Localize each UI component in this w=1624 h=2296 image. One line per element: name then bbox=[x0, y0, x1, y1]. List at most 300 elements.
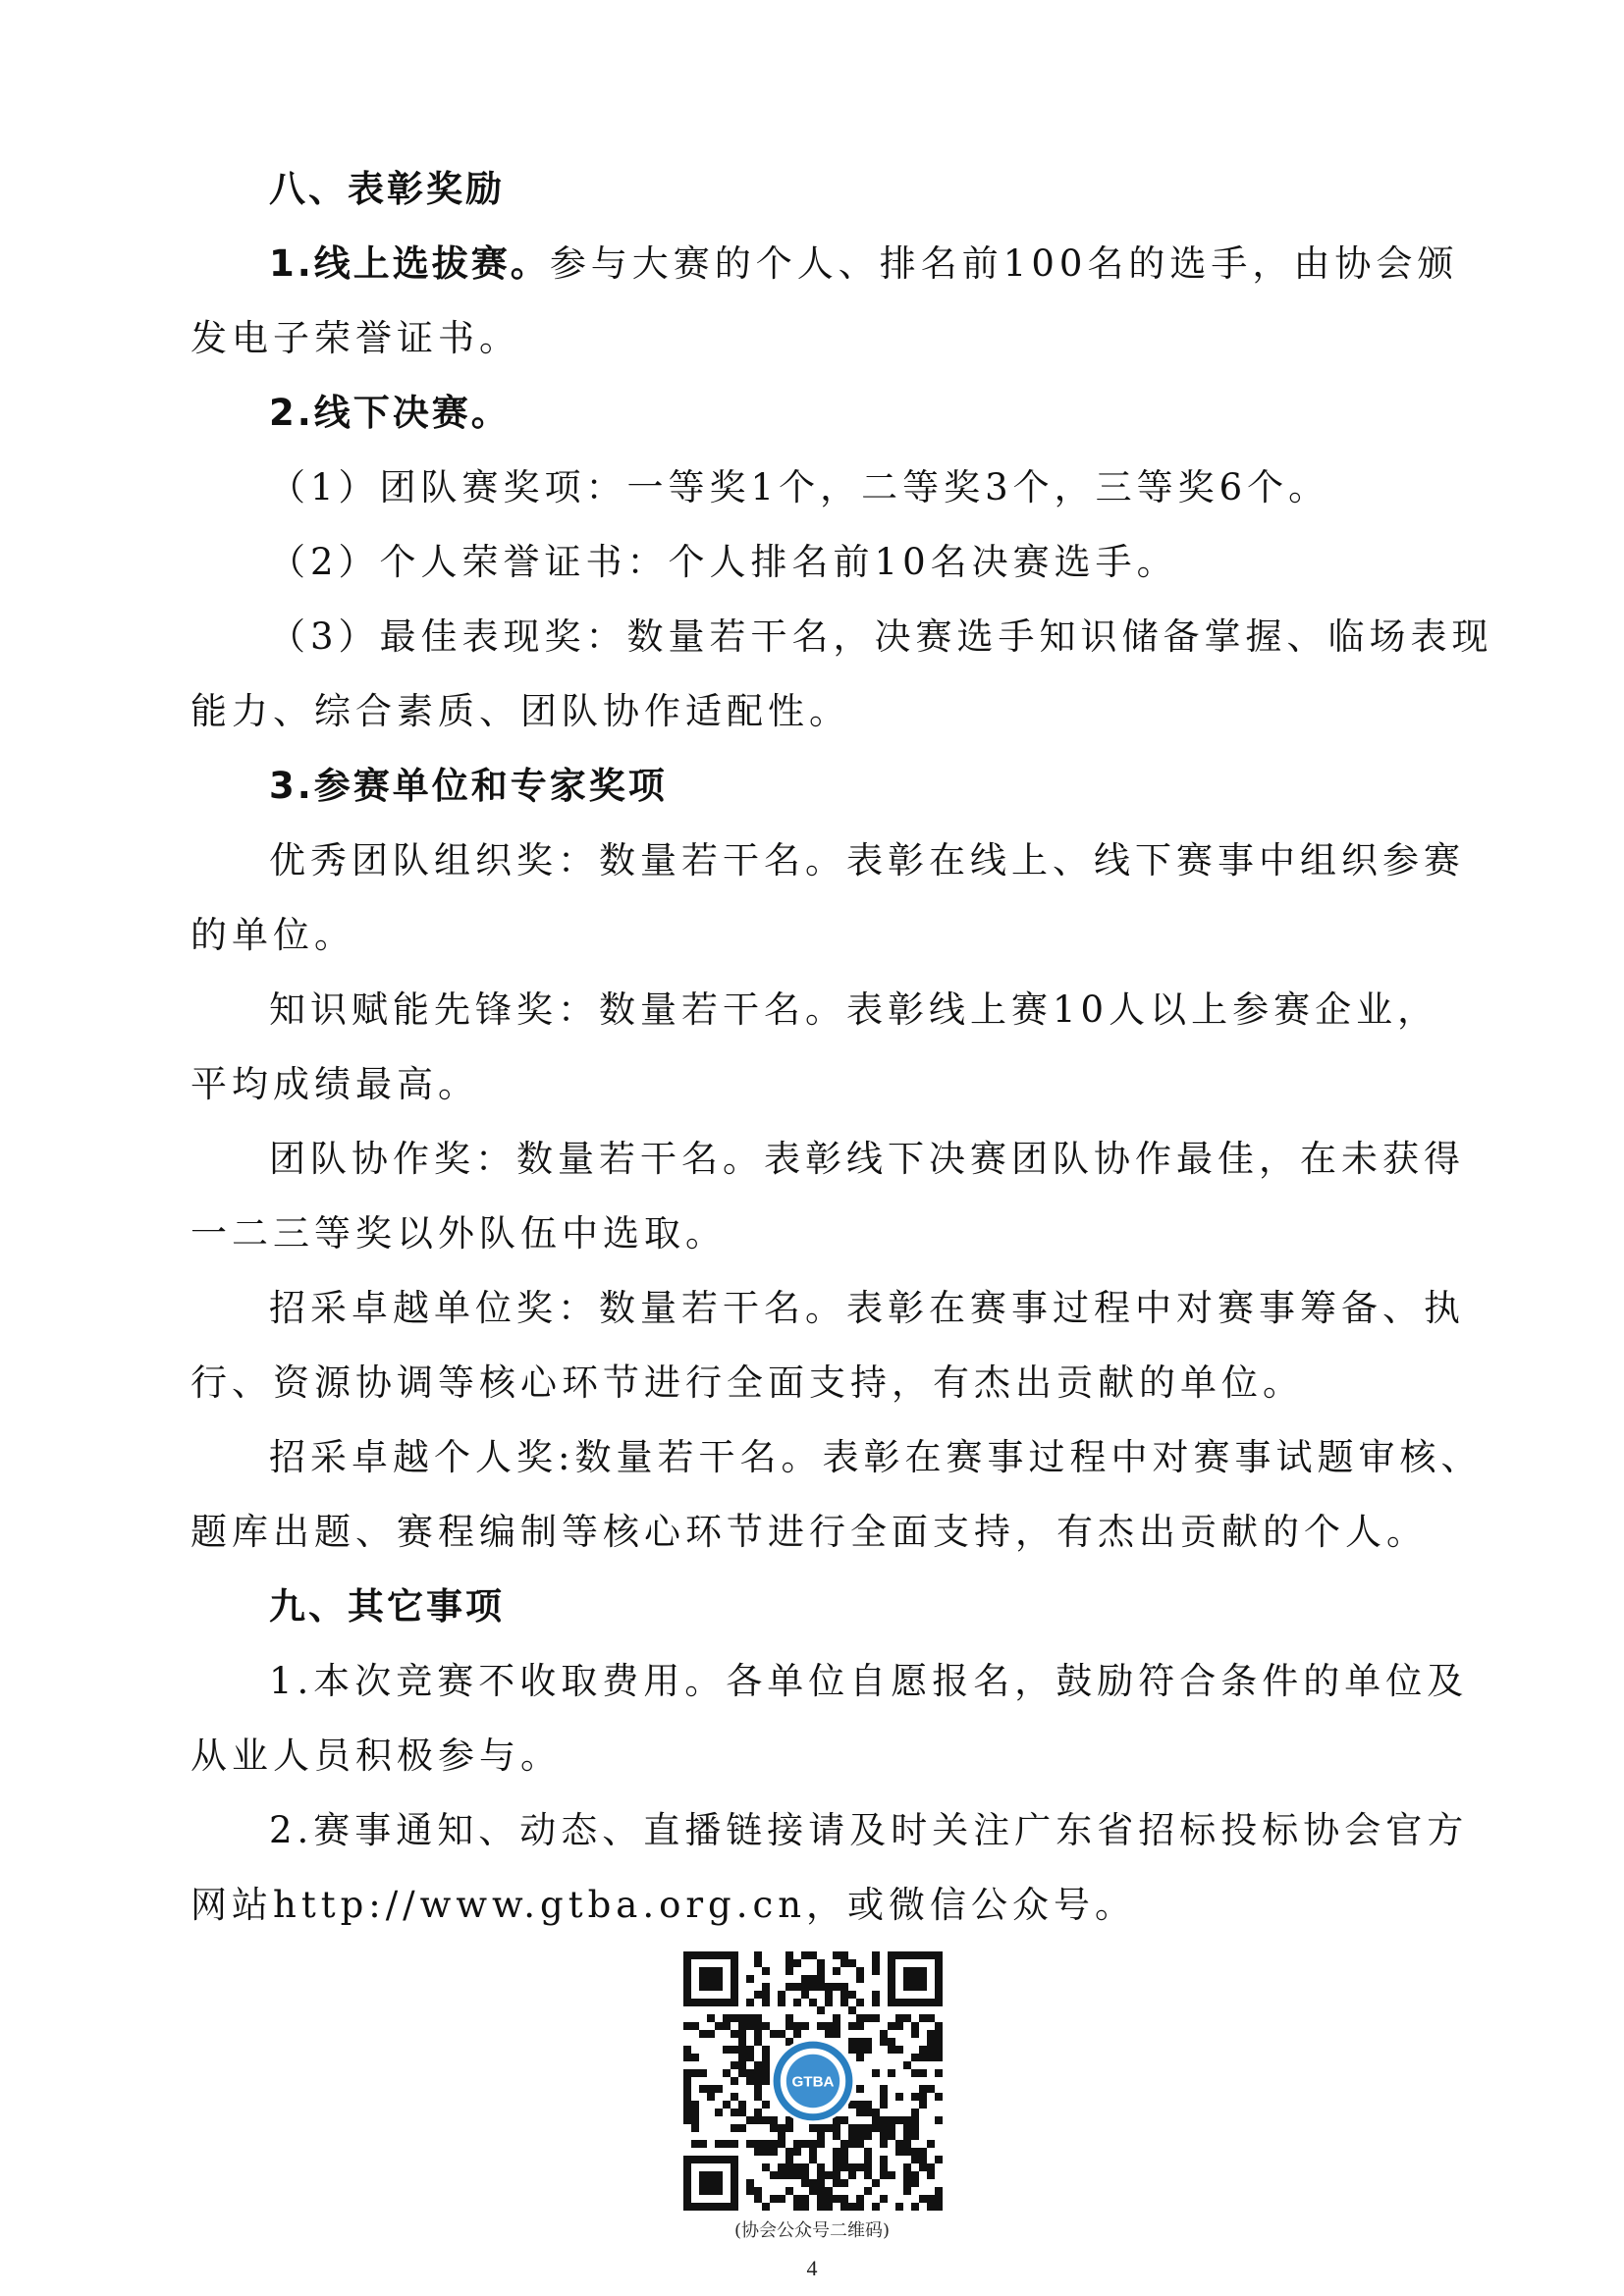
qr-module bbox=[691, 2022, 699, 2030]
qr-module bbox=[691, 2054, 699, 2061]
qr-module bbox=[809, 2148, 817, 2156]
misc-item1: 1.本次竞赛不收取费用。各单位自愿报名，鼓励符合条件的单位及 bbox=[269, 1660, 1469, 1702]
qr-module bbox=[793, 2022, 801, 2030]
qr-module bbox=[723, 2140, 731, 2148]
qr-module bbox=[738, 2022, 746, 2030]
qr-module bbox=[833, 2179, 840, 2187]
qr-module bbox=[848, 2006, 856, 2014]
award-pioneer-cont: 平均成绩最高。 bbox=[190, 1063, 479, 1105]
qr-module bbox=[840, 2179, 848, 2187]
qr-module bbox=[683, 2085, 691, 2093]
qr-module bbox=[809, 2156, 817, 2163]
qr-module bbox=[746, 2022, 754, 2030]
qr-module bbox=[715, 2109, 723, 2116]
qr-module bbox=[817, 1967, 825, 1975]
qr-module bbox=[738, 2061, 746, 2069]
qr-module bbox=[927, 2085, 935, 2093]
misc-item1-cont: 从业人员积极参与。 bbox=[190, 1735, 562, 1777]
qr-module bbox=[817, 2124, 825, 2132]
qr-module bbox=[778, 2124, 785, 2132]
qr-module bbox=[927, 2140, 935, 2148]
qr-module bbox=[919, 2093, 927, 2101]
qr-module bbox=[738, 2030, 746, 2038]
misc-item2: 2.赛事通知、动态、直播链接请及时关注广东省招标投标协会官方 bbox=[269, 1809, 1469, 1851]
qr-module bbox=[683, 2109, 691, 2116]
qr-module bbox=[809, 1983, 817, 1991]
qr-module bbox=[731, 2030, 738, 2038]
qr-module bbox=[919, 2148, 927, 2156]
qr-module bbox=[762, 1991, 770, 1999]
qr-module bbox=[903, 2061, 911, 2069]
qr-module bbox=[707, 2085, 715, 2093]
qr-module bbox=[754, 2148, 762, 2156]
qr-module bbox=[778, 2132, 785, 2140]
qr-module bbox=[833, 2195, 840, 2203]
qr-module bbox=[778, 2140, 785, 2148]
qr-module bbox=[872, 2069, 880, 2077]
qr-module bbox=[864, 2109, 872, 2116]
qr-module bbox=[817, 2140, 825, 2148]
qr-module bbox=[895, 2148, 903, 2156]
qr-module bbox=[754, 2030, 762, 2038]
qr-module bbox=[785, 1959, 793, 1967]
qr-module bbox=[715, 2140, 723, 2148]
qr-module bbox=[927, 2054, 935, 2061]
qr-module bbox=[927, 2014, 935, 2022]
qr-module bbox=[801, 1991, 809, 1999]
qr-module bbox=[793, 1959, 801, 1967]
qr-module bbox=[903, 2124, 911, 2132]
qr-module bbox=[840, 1951, 848, 1959]
qr-module bbox=[895, 2093, 903, 2101]
qr-module bbox=[911, 2022, 919, 2030]
qr-module bbox=[927, 2163, 935, 2171]
qr-module bbox=[833, 2163, 840, 2171]
qr-module bbox=[840, 2148, 848, 2156]
qr-module bbox=[762, 2046, 770, 2054]
qr-module bbox=[833, 2171, 840, 2179]
qr-module bbox=[919, 2014, 927, 2022]
qr-module bbox=[864, 2132, 872, 2140]
qr-module bbox=[919, 2156, 927, 2163]
qr-module bbox=[707, 2030, 715, 2038]
qr-module bbox=[785, 2148, 793, 2156]
qr-module bbox=[872, 2116, 880, 2124]
qr-module bbox=[856, 2132, 864, 2140]
item2-heading: 2.线下决赛。 bbox=[269, 392, 511, 434]
qr-module bbox=[683, 2054, 691, 2061]
qr-module bbox=[864, 2163, 872, 2171]
award-teamwork-cont: 一二三等奖以外队伍中选取。 bbox=[190, 1212, 727, 1255]
qr-module bbox=[911, 2148, 919, 2156]
qr-module bbox=[762, 2140, 770, 2148]
qr-module bbox=[903, 2179, 911, 2187]
misc-item2-cont: 网站http://www.gtba.org.cn，或微信公众号。 bbox=[190, 1884, 1137, 1926]
qr-module bbox=[903, 2163, 911, 2171]
qr-module bbox=[691, 2140, 699, 2148]
qr-module bbox=[833, 1951, 840, 1959]
qr-module bbox=[715, 2022, 723, 2030]
qr-module bbox=[683, 2046, 691, 2054]
item2-3: （3）最佳表现奖：数量若干名，决赛选手知识储备掌握、临场表现 bbox=[269, 615, 1493, 658]
qr-module bbox=[903, 2187, 911, 2195]
qr-module bbox=[825, 2203, 833, 2211]
qr-module bbox=[691, 2069, 699, 2077]
item2-1: （1）团队赛奖项：一等奖1个，二等奖3个，三等奖6个。 bbox=[269, 466, 1330, 508]
qr-module bbox=[848, 1959, 856, 1967]
qr-module bbox=[731, 2077, 738, 2085]
qr-module bbox=[801, 2195, 809, 2203]
qr-module bbox=[723, 2046, 731, 2054]
qr-module bbox=[825, 1999, 833, 2006]
qr-module bbox=[723, 2069, 731, 2077]
qr-module bbox=[888, 2124, 895, 2132]
qr-module bbox=[880, 2132, 888, 2140]
qr-module bbox=[754, 1951, 762, 1959]
qr-module bbox=[825, 2195, 833, 2203]
qr-module bbox=[927, 2171, 935, 2179]
qr-module bbox=[809, 2140, 817, 2148]
qr-module bbox=[762, 2163, 770, 2171]
qr-module bbox=[935, 2046, 943, 2054]
qr-module bbox=[833, 2156, 840, 2163]
qr-module bbox=[856, 2101, 864, 2109]
qr-module bbox=[856, 2038, 864, 2046]
qr-module bbox=[864, 2101, 872, 2109]
qr-module bbox=[911, 2124, 919, 2132]
qr-module bbox=[856, 2022, 864, 2030]
qr-module bbox=[888, 2046, 895, 2054]
qr-module bbox=[762, 2054, 770, 2061]
qr-module bbox=[856, 2124, 864, 2132]
qr-module bbox=[911, 2054, 919, 2061]
qr-module bbox=[880, 2140, 888, 2148]
qr-module bbox=[801, 2022, 809, 2030]
section9-heading: 九、其它事项 bbox=[269, 1585, 505, 1628]
qr-module bbox=[856, 1975, 864, 1983]
qr-module bbox=[872, 1991, 880, 1999]
qr-module bbox=[927, 2203, 935, 2211]
qr-module bbox=[840, 2203, 848, 2211]
qr-module bbox=[809, 1999, 817, 2006]
qr-module bbox=[738, 2109, 746, 2116]
qr-module bbox=[770, 2195, 778, 2203]
qr-module bbox=[793, 1983, 801, 1991]
qr-module bbox=[911, 2109, 919, 2116]
qr-module bbox=[731, 2093, 738, 2101]
award-pioneer: 知识赋能先锋奖：数量若干名。表彰线上赛10人以上参赛企业， bbox=[269, 988, 1439, 1031]
qr-module bbox=[935, 2195, 943, 2203]
qr-module bbox=[793, 2030, 801, 2038]
qr-module bbox=[911, 2069, 919, 2077]
qr-module bbox=[738, 2124, 746, 2132]
qr-module bbox=[856, 2085, 864, 2093]
qr-module bbox=[738, 2038, 746, 2046]
qr-module bbox=[833, 2022, 840, 2030]
qr-module bbox=[927, 2038, 935, 2046]
qr-module bbox=[825, 2187, 833, 2195]
qr-module bbox=[746, 2014, 754, 2022]
qr-module bbox=[935, 2054, 943, 2061]
qr-module bbox=[778, 1991, 785, 1999]
qr-caption: (协会公众号二维码) bbox=[733, 2220, 891, 2241]
qr-module bbox=[872, 1959, 880, 1967]
qr-module bbox=[895, 2046, 903, 2054]
qr-module bbox=[762, 2116, 770, 2124]
qr-module bbox=[801, 2179, 809, 2187]
award-individual: 招采卓越个人奖:数量若干名。表彰在赛事过程中对赛事试题审核、 bbox=[269, 1436, 1483, 1478]
qr-module bbox=[880, 2030, 888, 2038]
item1-line bbox=[269, 240, 1457, 289]
qr-module bbox=[856, 1999, 864, 2006]
qr-module bbox=[864, 2046, 872, 2054]
qr-module bbox=[785, 1967, 793, 1975]
qr-module bbox=[919, 2069, 927, 2077]
qr-module bbox=[754, 2069, 762, 2077]
qr-module bbox=[864, 2124, 872, 2132]
qr-module bbox=[817, 2006, 825, 2014]
qr-module bbox=[683, 2077, 691, 2085]
qr-module bbox=[856, 2163, 864, 2171]
qr-module bbox=[911, 2179, 919, 2187]
qr-module bbox=[683, 2116, 691, 2124]
qr-module bbox=[888, 2022, 895, 2030]
qr-module bbox=[801, 2140, 809, 2148]
qr-module bbox=[848, 2171, 856, 2179]
qr-module bbox=[840, 2163, 848, 2171]
qr-module bbox=[895, 2022, 903, 2030]
qr-module bbox=[919, 2163, 927, 2171]
qr-module bbox=[840, 1999, 848, 2006]
qr-module bbox=[770, 2124, 778, 2132]
award-unit: 招采卓越单位奖：数量若干名。表彰在赛事过程中对赛事筹备、执 bbox=[269, 1287, 1465, 1329]
qr-module bbox=[903, 2140, 911, 2148]
qr-module bbox=[746, 2077, 754, 2085]
qr-module bbox=[888, 2132, 895, 2140]
qr-module bbox=[825, 2030, 833, 2038]
page-number: 4 bbox=[806, 2256, 818, 2280]
qr-module bbox=[911, 2093, 919, 2101]
qr-module bbox=[754, 2077, 762, 2085]
qr-module bbox=[683, 2069, 691, 2077]
qr-module bbox=[872, 1951, 880, 1959]
qr-module bbox=[731, 2046, 738, 2054]
qr-module bbox=[778, 2030, 785, 2038]
qr-module bbox=[895, 2014, 903, 2022]
qr-module bbox=[817, 2187, 825, 2195]
qr-module bbox=[880, 2038, 888, 2046]
qr-module bbox=[699, 2085, 707, 2093]
qr-module bbox=[754, 2109, 762, 2116]
qr-module bbox=[731, 2109, 738, 2116]
qr-module bbox=[770, 2116, 778, 2124]
qr-module bbox=[762, 2077, 770, 2085]
qr-module bbox=[872, 2109, 880, 2116]
qr-module bbox=[801, 2203, 809, 2211]
qr-module bbox=[785, 2022, 793, 2030]
qr-module bbox=[785, 2163, 793, 2171]
qr-module bbox=[848, 2203, 856, 2211]
qr-module bbox=[935, 2030, 943, 2038]
qr-module bbox=[731, 2140, 738, 2148]
qr-module bbox=[762, 2148, 770, 2156]
qr-module bbox=[801, 2171, 809, 2179]
item1-text-cont: 发电子荣誉证书。 bbox=[190, 317, 520, 359]
qr-module bbox=[793, 2171, 801, 2179]
qr-module bbox=[911, 2030, 919, 2038]
qr-module bbox=[731, 2061, 738, 2069]
qr-module bbox=[880, 2116, 888, 2124]
qr-module bbox=[927, 2195, 935, 2203]
qr-module bbox=[848, 2038, 856, 2046]
qr-module bbox=[833, 2124, 840, 2132]
award-unit-cont: 行、资源协调等核心环节进行全面支持，有杰出贡献的单位。 bbox=[190, 1362, 1304, 1404]
qr-module bbox=[754, 2116, 762, 2124]
qr-module bbox=[888, 2116, 895, 2124]
qr-module bbox=[888, 2069, 895, 2077]
qr-module bbox=[785, 2124, 793, 2132]
award-team-org-cont: 的单位。 bbox=[190, 914, 355, 956]
qr-module bbox=[770, 2140, 778, 2148]
qr-module bbox=[872, 2124, 880, 2132]
qr-module bbox=[691, 2116, 699, 2124]
qr-module bbox=[856, 1967, 864, 1975]
qr-module bbox=[872, 2014, 880, 2022]
qr-module bbox=[809, 1951, 817, 1959]
section8-heading: 八、表彰奖励 bbox=[269, 168, 505, 210]
qr-module bbox=[919, 2054, 927, 2061]
qr-module bbox=[754, 2140, 762, 2148]
qr-module bbox=[746, 2179, 754, 2187]
qr-module bbox=[785, 2014, 793, 2022]
qr-module bbox=[762, 1983, 770, 1991]
qr-module bbox=[754, 2061, 762, 2069]
qr-module bbox=[833, 2030, 840, 2038]
qr-module bbox=[754, 2022, 762, 2030]
qr-module bbox=[864, 2187, 872, 2195]
qr-module bbox=[903, 2014, 911, 2022]
qr-module bbox=[919, 2085, 927, 2093]
qr-module bbox=[911, 2132, 919, 2140]
qr-module bbox=[754, 2085, 762, 2093]
qr-module bbox=[848, 1991, 856, 1999]
qr-module bbox=[691, 2109, 699, 2116]
qr-module bbox=[770, 2030, 778, 2038]
item1-text: 参与大赛的个人、排名前100名的选手，由协会颁 bbox=[549, 242, 1459, 285]
qr-module bbox=[864, 2148, 872, 2156]
qr-module bbox=[872, 2203, 880, 2211]
qr-module bbox=[754, 2038, 762, 2046]
qr-module bbox=[927, 2046, 935, 2054]
qr-module bbox=[801, 1975, 809, 1983]
qr-module bbox=[793, 2140, 801, 2148]
qr-module bbox=[809, 1975, 817, 1983]
qr-module bbox=[840, 2156, 848, 2163]
qr-module bbox=[770, 2148, 778, 2156]
qr-module bbox=[762, 2203, 770, 2211]
qr-module bbox=[683, 2093, 691, 2101]
qr-module bbox=[762, 2101, 770, 2109]
qr-module bbox=[833, 1967, 840, 1975]
qr-module bbox=[817, 2171, 825, 2179]
qr-module bbox=[817, 1983, 825, 1991]
qr-module bbox=[911, 2171, 919, 2179]
qr-module bbox=[754, 1991, 762, 1999]
item3-heading: 3.参赛单位和专家奖项 bbox=[269, 765, 668, 807]
qr-module bbox=[707, 2014, 715, 2022]
qr-module bbox=[793, 2195, 801, 2203]
qr-module bbox=[762, 2061, 770, 2069]
qr-module bbox=[919, 2101, 927, 2109]
qr-module bbox=[935, 2187, 943, 2195]
qr-module bbox=[778, 1999, 785, 2006]
qr-module bbox=[840, 1991, 848, 1999]
qr-module bbox=[809, 2124, 817, 2132]
qr-module bbox=[864, 2171, 872, 2179]
qr-module bbox=[817, 2203, 825, 2211]
qr-module bbox=[911, 2203, 919, 2211]
qr-module bbox=[880, 2163, 888, 2171]
qr-module bbox=[825, 1983, 833, 1991]
qr-module bbox=[872, 1999, 880, 2006]
qr-module bbox=[817, 1975, 825, 1983]
qr-module bbox=[683, 2101, 691, 2109]
qr-module bbox=[911, 2156, 919, 2163]
qr-module bbox=[840, 1959, 848, 1967]
qr-module bbox=[895, 2116, 903, 2124]
qr-module bbox=[856, 2140, 864, 2148]
qr-module bbox=[840, 1983, 848, 1991]
qr-module bbox=[746, 1999, 754, 2006]
qr-module bbox=[864, 2014, 872, 2022]
qr-module bbox=[809, 2179, 817, 2187]
qr-module bbox=[809, 2187, 817, 2195]
qr-module bbox=[754, 2195, 762, 2203]
qr-module bbox=[825, 2171, 833, 2179]
qr-module bbox=[903, 2132, 911, 2140]
qr-module bbox=[817, 2179, 825, 2187]
qr-module bbox=[746, 2046, 754, 2054]
qr-module bbox=[833, 2148, 840, 2156]
qr-module bbox=[848, 2132, 856, 2140]
qr-module bbox=[699, 2030, 707, 2038]
qr-module bbox=[895, 2140, 903, 2148]
qr-module bbox=[888, 2038, 895, 2046]
qr-module bbox=[864, 2156, 872, 2163]
qr-module bbox=[919, 2046, 927, 2054]
item2-3-cont: 能力、综合素质、团队协作适配性。 bbox=[190, 690, 850, 732]
qr-module bbox=[762, 2069, 770, 2077]
qr-module bbox=[691, 2124, 699, 2132]
qr-module bbox=[833, 2014, 840, 2022]
qr-module bbox=[903, 2171, 911, 2179]
qr-module bbox=[880, 2124, 888, 2132]
qr-module bbox=[746, 2140, 754, 2148]
qr-module bbox=[762, 1999, 770, 2006]
qr-module bbox=[848, 2022, 856, 2030]
qr-module bbox=[762, 1967, 770, 1975]
qr-module bbox=[746, 2116, 754, 2124]
qr-module bbox=[762, 2022, 770, 2030]
qr-module bbox=[825, 1991, 833, 1999]
qr-module bbox=[935, 2069, 943, 2077]
qr-module bbox=[785, 1951, 793, 1959]
qr-module bbox=[880, 2101, 888, 2109]
qr-module bbox=[840, 2195, 848, 2203]
qr-module bbox=[723, 2014, 731, 2022]
qr-module bbox=[785, 2171, 793, 2179]
qr-module bbox=[754, 2014, 762, 2022]
